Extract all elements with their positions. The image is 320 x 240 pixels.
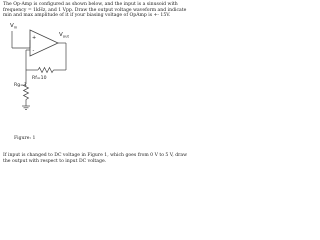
- opamp-circuit-diagram: [0, 0, 200, 167]
- plus-sign: +: [32, 35, 37, 41]
- minus-sign: -: [32, 48, 35, 54]
- problem-intro-text: The Op-Amp is configured as shown below, and the input is a sinusoid with frequency = 1kHz, and 1 Vpp. Draw the output voltage waveform and indicate min and max amplitude of it if your biasing voltage of OpAmp is +- 15V.: [3, 2, 187, 19]
- rf-resistor: [38, 68, 54, 73]
- vout-label: $V_{out}$: [59, 32, 69, 39]
- vin-label: $V_{in}$: [10, 23, 18, 30]
- rg-label: Rg=1: [14, 83, 27, 88]
- rf-label: Rf=10: [32, 76, 47, 81]
- figure-caption: Figure: 1: [14, 136, 36, 141]
- problem-question-text: If input is changed to DC voltage in Figure 1, which goes from 0 V to 5 V, draw the output with respect to input DC voltage.: [3, 153, 188, 164]
